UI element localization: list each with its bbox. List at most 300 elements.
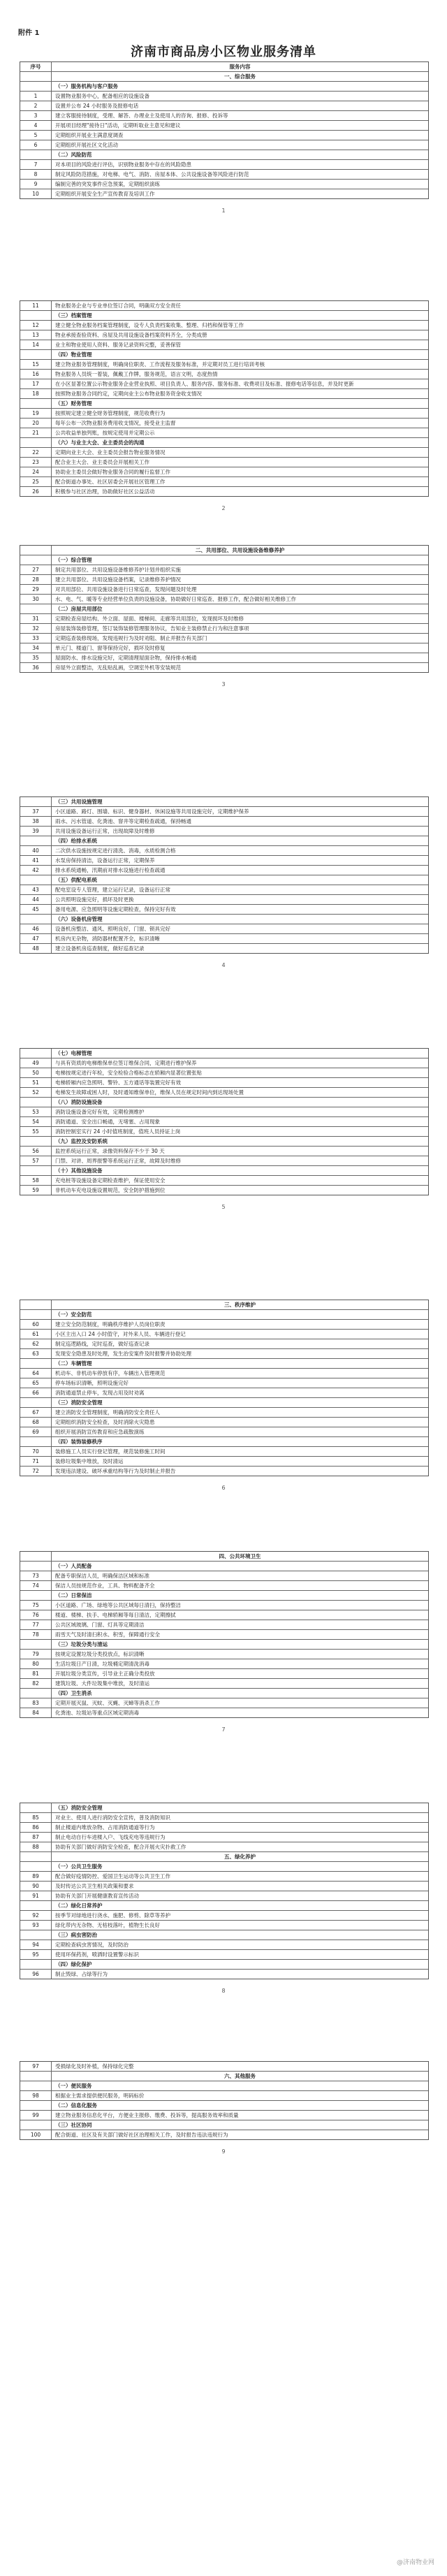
- table-row: [20, 1610, 428, 1620]
- row-number: 88: [20, 1842, 52, 1851]
- page-number: 2: [221, 505, 226, 511]
- header-number: 序号: [20, 62, 52, 71]
- row-number: [20, 2101, 52, 2110]
- row-content: 建立设备机房巡查制度，做好巡查记录: [55, 945, 145, 952]
- table-row: [20, 663, 428, 672]
- row-number: [20, 1166, 52, 1175]
- row-number: [20, 1930, 52, 1940]
- subcategory-row: [20, 1901, 428, 1911]
- row-number: 33: [20, 634, 52, 643]
- row-content: （五）消防安全管理: [55, 1805, 103, 1811]
- row-number: 6: [20, 140, 52, 150]
- row-number: [20, 1300, 52, 1309]
- row-number: [20, 1552, 52, 1561]
- row-content: 三、秩序维护: [224, 1302, 256, 1308]
- table-row: [20, 905, 428, 915]
- row-number: 81: [20, 1669, 52, 1678]
- row-content: 监控系统运行正常，录像资料保存不少于 30 天: [55, 1148, 165, 1154]
- subcategory-row: [20, 2101, 428, 2111]
- row-number: 55: [20, 1127, 52, 1136]
- row-content: 六、其他服务: [224, 2073, 256, 2079]
- table-row: [20, 1467, 428, 1476]
- row-number: [20, 1310, 52, 1319]
- row-number: 86: [20, 1823, 52, 1832]
- table-page: [20, 545, 429, 673]
- table-row: [20, 1068, 428, 1078]
- row-number: 20: [20, 419, 52, 428]
- subcategory-row: [20, 1562, 428, 1571]
- row-number: 68: [20, 1418, 52, 1427]
- table-row: [20, 1601, 428, 1610]
- row-content: （二）车辆管理: [55, 1360, 92, 1367]
- row-number: 95: [20, 1950, 52, 1959]
- row-content: （四）绿化保护: [55, 1961, 92, 1967]
- row-content: （三）档案管理: [55, 312, 92, 319]
- row-content: （二）绿化日常养护: [55, 1902, 103, 1909]
- row-content: 配合街道办事处、社区居委会开展社区管理工作: [55, 479, 166, 485]
- table-row: [20, 321, 428, 330]
- row-content: （二）信息化服务: [55, 2102, 97, 2109]
- table-row: [20, 1186, 428, 1195]
- row-number: 85: [20, 1813, 52, 1822]
- table-row: [20, 924, 428, 934]
- row-content: 按照物业服务合同约定，定期向业主公布物业服务资金收支情况: [55, 391, 202, 397]
- table-row: [20, 614, 428, 624]
- row-number: 11: [20, 301, 52, 310]
- table-row: [20, 379, 428, 389]
- row-content: 组织开展消防宣传教育和应急疏散演练: [55, 1429, 145, 1435]
- row-content: （六）与业主大会、业主委员会的沟通: [55, 439, 145, 446]
- table-row: [20, 2111, 428, 2120]
- subcategory-row: [20, 1098, 428, 1107]
- row-number: [20, 1359, 52, 1368]
- row-number: [20, 1562, 52, 1571]
- row-content: （四）物业管理: [55, 351, 92, 358]
- table-row: [20, 1088, 428, 1098]
- row-content: 按照规定建立健全财务管理制度，规范收费行为: [55, 410, 166, 416]
- row-content: 受损绿化及时补植，保持绿化完整: [55, 2063, 134, 2069]
- row-content: 一、综合服务: [224, 73, 256, 80]
- table-row: [20, 370, 428, 379]
- row-number: 79: [20, 1650, 52, 1659]
- table-row: [20, 1698, 428, 1708]
- subcategory-row: [20, 2081, 428, 2091]
- table-row: [20, 477, 428, 487]
- row-number: 89: [20, 1872, 52, 1881]
- row-number: [20, 915, 52, 924]
- row-content: （三）社区协同: [55, 2122, 92, 2128]
- row-number: 87: [20, 1833, 52, 1842]
- table-row: [20, 1117, 428, 1127]
- row-content: 雨水、污水管道、化粪池、窨井等定期检查疏通，保持畅通: [55, 818, 191, 824]
- table-row: [20, 1369, 428, 1378]
- table-row: [20, 1620, 428, 1630]
- table-row: [20, 624, 428, 634]
- row-content: 电梯轿厢内应急照明、警铃、五方通话等装置完好有效: [55, 1079, 181, 1086]
- table-row: [20, 1388, 428, 1398]
- row-content: 开展项目经理"接待日"活动，定期听取业主意见和建议: [55, 122, 181, 129]
- row-number: 92: [20, 1911, 52, 1920]
- row-number: 9: [20, 180, 52, 189]
- table-row: [20, 2091, 428, 2101]
- category-row: [20, 1852, 428, 1862]
- row-number: 19: [20, 409, 52, 418]
- table-row: [20, 1823, 428, 1833]
- row-number: 27: [20, 565, 52, 574]
- row-content: 装修施工人员实行登记管理，规范装修施工时间: [55, 1448, 166, 1455]
- table-row: [20, 170, 428, 180]
- table-row: [20, 634, 428, 643]
- row-content: 建立共用部位、共用设施设备档案，记录维修养护情况: [55, 576, 181, 583]
- row-content: （三）病虫害防治: [55, 1932, 97, 1938]
- row-content: 定期检查病虫害情况，及时防治: [55, 1942, 129, 1948]
- row-content: 机动车、非机动车停放有序，车辆出入管理规范: [55, 1370, 166, 1376]
- row-number: 3: [20, 111, 52, 120]
- table-page: [20, 796, 429, 954]
- row-content: 建立物业服务信息化平台，方便业主报修、缴费、投诉等，提高服务效率和质量: [55, 2112, 239, 2118]
- row-content: 定期组织开展业主满意度调查: [55, 132, 124, 138]
- row-content: 制止楼道内堆放杂物、占用消防通道等行为: [55, 1824, 155, 1831]
- row-content: 公共照明设施完好，损坏及时更换: [55, 896, 134, 903]
- row-content: 电梯发生故障或困人时，及时通知维保单位，维保人员在规定时间内到达现场处置: [55, 1089, 244, 1096]
- category-row: [20, 2072, 428, 2081]
- row-number: 24: [20, 467, 52, 476]
- row-number: 42: [20, 866, 52, 875]
- row-number: 72: [20, 1467, 52, 1476]
- row-number: [20, 82, 52, 91]
- table-row: [20, 2062, 428, 2072]
- table-row: [20, 2130, 428, 2139]
- row-content: 公共区域玻璃、门窗、灯具等定期清洁: [55, 1622, 145, 1628]
- subcategory-row: [20, 604, 428, 614]
- row-content: 二、共用部位、共用设施设备维修养护: [195, 547, 285, 553]
- row-number: 61: [20, 1330, 52, 1339]
- row-number: 43: [20, 885, 52, 894]
- table-row: [20, 1882, 428, 1891]
- row-number: 60: [20, 1320, 52, 1329]
- table-row: [20, 101, 428, 111]
- table-row: [20, 92, 428, 101]
- table-row: [20, 856, 428, 866]
- watermark: @济南物业网: [396, 2559, 434, 2566]
- row-content: 制止电动自行车进楼入户、飞线充电等违规行为: [55, 1834, 166, 1840]
- subcategory-row: [20, 1398, 428, 1408]
- row-number: [20, 546, 52, 555]
- row-content: （五）财务管理: [55, 400, 92, 407]
- table-row: [20, 1940, 428, 1950]
- row-content: 排水系统通畅，汛期前对排水设施进行检查疏通: [55, 867, 166, 873]
- row-number: 70: [20, 1447, 52, 1456]
- page-number: 5: [221, 1204, 226, 1210]
- row-number: 40: [20, 846, 52, 855]
- table-row: [20, 885, 428, 895]
- row-number: 78: [20, 1630, 52, 1639]
- row-number: [20, 604, 52, 613]
- row-number: 39: [20, 827, 52, 836]
- table-row: [20, 866, 428, 875]
- row-content: 建立物业服务管理制度，明确岗位职责、工作流程及服务标准，并定期对员工进行培训考核: [55, 361, 265, 368]
- table-page: [20, 1300, 429, 1476]
- subcategory-row: [20, 1862, 428, 1872]
- row-number: 25: [20, 477, 52, 486]
- row-number: 84: [20, 1708, 52, 1717]
- row-content: （一）安全防范: [55, 1311, 92, 1318]
- row-content: 配合业主大会、业主委员会开展相关工作: [55, 459, 149, 465]
- table-row: [20, 1891, 428, 1901]
- subcategory-row: [20, 1137, 428, 1147]
- row-content: 制止毁绿、占绿等行为: [55, 1971, 108, 1977]
- row-number: [20, 72, 52, 81]
- row-number: 71: [20, 1457, 52, 1466]
- row-content: 绿化带内无杂物、无枯枝落叶，植物生长良好: [55, 1922, 160, 1928]
- table-page: [20, 300, 429, 497]
- table-row: [20, 1842, 428, 1852]
- row-content: 设备机房整洁、通风、照明良好，门窗、锁具完好: [55, 926, 170, 932]
- page-number: 4: [221, 962, 226, 968]
- subcategory-row: [20, 555, 428, 565]
- row-number: 73: [20, 1571, 52, 1580]
- subcategory-row: [20, 797, 428, 807]
- row-number: 54: [20, 1117, 52, 1126]
- table-row: [20, 1058, 428, 1068]
- table-page: [20, 61, 429, 199]
- table-row: [20, 807, 428, 817]
- row-number: [20, 555, 52, 565]
- row-content: 协助业主委员会做好物业服务合同的履行监督工作: [55, 469, 170, 475]
- row-content: 电梯按规定进行年检，安全检验合格标志在轿厢内显著位置张贴: [55, 1070, 202, 1076]
- row-content: 小区主出入口 24 小时值守，对外来人员、车辆进行登记: [55, 1331, 186, 1337]
- row-number: 97: [20, 2062, 52, 2071]
- page-number: 6: [221, 1485, 226, 1491]
- row-content: （二）风险防范: [55, 152, 92, 158]
- table-row: [20, 1630, 428, 1640]
- row-number: 12: [20, 321, 52, 330]
- row-number: [20, 1960, 52, 1969]
- table-page: [20, 1803, 429, 1979]
- table-row: [20, 409, 428, 419]
- row-number: 7: [20, 160, 52, 169]
- row-number: [20, 836, 52, 845]
- row-content: 按季节对绿地进行浇水、施肥、修剪、除草等养护: [55, 1912, 170, 1919]
- table-row: [20, 846, 428, 856]
- table-row: [20, 1833, 428, 1842]
- table-row: [20, 160, 428, 170]
- row-number: 74: [20, 1581, 52, 1590]
- category-row: [20, 72, 428, 82]
- row-number: 45: [20, 905, 52, 914]
- table-row: [20, 1427, 428, 1437]
- row-content: （一）综合管理: [55, 557, 92, 563]
- table-row: [20, 1659, 428, 1669]
- table-row: [20, 1147, 428, 1156]
- row-number: 37: [20, 807, 52, 816]
- row-content: 建立客服接待制度，受理、解答、办理业主及使用人的咨询、报修、投诉等: [55, 112, 228, 119]
- row-number: 91: [20, 1891, 52, 1900]
- row-number: 62: [20, 1339, 52, 1348]
- row-number: 77: [20, 1620, 52, 1629]
- subcategory-row: [20, 311, 428, 321]
- row-content: 小区道路、路灯、围墙、标识、健身器材、休闲设施等共用设施完好，定期维护保养: [55, 808, 249, 815]
- row-content: 配合做好疫情防控、爱国卫生运动等公共卫生工作: [55, 1873, 170, 1879]
- table-row: [20, 448, 428, 458]
- row-number: 69: [20, 1427, 52, 1436]
- page-number: 9: [221, 2148, 226, 2155]
- table-row: [20, 1679, 428, 1689]
- row-number: 82: [20, 1679, 52, 1688]
- table-row: [20, 817, 428, 827]
- row-number: 21: [20, 428, 52, 437]
- row-content: （四）装饰装修秩序: [55, 1439, 103, 1445]
- table-row: [20, 1176, 428, 1186]
- table-row: [20, 1078, 428, 1088]
- row-content: 生活垃圾日产日清，垃圾桶定期清洗消毒: [55, 1661, 149, 1667]
- row-content: 公共收益单独列账，按规定使用并定期公示: [55, 430, 155, 436]
- row-content: 单元门、楼道门、窗等保持完好，损坏及时修复: [55, 645, 166, 651]
- subcategory-row: [20, 836, 428, 846]
- row-number: [20, 1862, 52, 1871]
- row-content: 物业服务企业与专业单位签订合同，明确双方安全责任: [55, 303, 181, 309]
- subcategory-row: [20, 2120, 428, 2130]
- row-number: 28: [20, 575, 52, 584]
- row-content: 根据业主需求提供便民服务，明码标价: [55, 2093, 145, 2099]
- row-content: 装修垃圾集中堆放，及时清运: [55, 1458, 124, 1464]
- row-number: 52: [20, 1088, 52, 1097]
- table-row: [20, 1447, 428, 1457]
- table-row: [20, 1127, 428, 1137]
- document-title: 济南市商品房小区物业服务清单: [131, 45, 316, 59]
- row-number: [20, 150, 52, 159]
- subcategory-row: [20, 350, 428, 360]
- row-content: 停车场标识清晰，照明设施完好: [55, 1380, 129, 1386]
- row-number: [20, 797, 52, 806]
- row-number: [20, 2081, 52, 2090]
- row-number: 64: [20, 1369, 52, 1378]
- row-content: 定期组织开展安全生产宣传教育及培训工作: [55, 191, 155, 197]
- row-content: 积极参与社区治理，协助做好社区公益活动: [55, 488, 155, 495]
- table-row: [20, 1970, 428, 1979]
- subcategory-row: [20, 399, 428, 409]
- row-content: 四、公共环境卫生: [219, 1553, 261, 1559]
- row-content: 业主和物业使用人资料、服务记录资料完整，妥善保管: [55, 342, 181, 348]
- table-row: [20, 575, 428, 585]
- row-number: 67: [20, 1408, 52, 1417]
- row-content: 在小区显著位置公示物业服务企业营业执照、项目负责人、服务内容、服务标准、收费项目及标准、报修电话等信息，并及时更新: [55, 381, 354, 387]
- table-row: [20, 301, 428, 311]
- subcategory-row: [20, 1591, 428, 1601]
- row-content: 小区道路、广场、绿地等公共区域每日清扫，保持整洁: [55, 1602, 181, 1608]
- row-content: 每年公布一次物业服务费用收支情况，接受业主监督: [55, 420, 176, 426]
- row-content: 备用电源、应急照明等设施定期检查，保持完好有效: [55, 906, 176, 912]
- row-number: 75: [20, 1601, 52, 1610]
- row-number: 83: [20, 1698, 52, 1708]
- table-row: [20, 1921, 428, 1930]
- row-number: 44: [20, 895, 52, 904]
- page-number: 7: [221, 1726, 226, 1733]
- table-row: [20, 389, 428, 399]
- table-row: [20, 487, 428, 496]
- row-content: 协助有关部门做好消防安全检查，配合开展火灾扑救工作: [55, 1844, 186, 1850]
- table-row: [20, 643, 428, 653]
- row-content: 消防设施设备完好有效，定期检测维护: [55, 1109, 145, 1115]
- subcategory-row: [20, 1166, 428, 1176]
- subcategory-row: [20, 1689, 428, 1698]
- category-row: [20, 546, 428, 555]
- row-content: 发现安全隐患及时处理，发生治安案件及时报警并协助处理: [55, 1351, 191, 1357]
- row-number: 49: [20, 1058, 52, 1068]
- row-number: 32: [20, 624, 52, 633]
- header-content: 服务内容: [229, 64, 251, 70]
- row-content: （一）公共卫生服务: [55, 1863, 103, 1870]
- subcategory-row: [20, 1049, 428, 1058]
- row-number: 16: [20, 370, 52, 379]
- row-number: 15: [20, 360, 52, 369]
- row-content: 设置并公布 24 小时服务及报修电话: [55, 103, 139, 109]
- row-number: 99: [20, 2111, 52, 2120]
- row-content: （六）设备机房管理: [55, 916, 103, 922]
- row-content: 编制完善的突发事件应急预案，定期组织演练: [55, 181, 160, 187]
- table-row: [20, 585, 428, 595]
- table-row: [20, 419, 428, 428]
- category-row: [20, 1300, 428, 1310]
- row-number: 8: [20, 170, 52, 179]
- table-row: [20, 1339, 428, 1349]
- row-content: 非机动车充电设施设置规范，安全防护措施到位: [55, 1187, 166, 1193]
- page-number: 3: [221, 681, 226, 687]
- subcategory-row: [20, 438, 428, 448]
- row-content: 保洁人员按规范作业，工具、物料配备齐全: [55, 1582, 155, 1589]
- row-number: 36: [20, 663, 52, 672]
- table-row: [20, 934, 428, 944]
- row-number: 23: [20, 458, 52, 467]
- row-number: 47: [20, 934, 52, 943]
- row-content: 定期巡查装修现场，发现违规行为及时劝阻、制止并报告有关部门: [55, 635, 207, 641]
- row-content: 发现违法建设、破坏承重结构等行为及时制止并报告: [55, 1468, 176, 1474]
- row-number: 30: [20, 595, 52, 604]
- row-number: 57: [20, 1156, 52, 1165]
- row-content: 消防通道、安全出口畅通，无堵塞、占用现象: [55, 1119, 160, 1125]
- row-content: （四）给排水系统: [55, 838, 97, 844]
- row-number: 59: [20, 1186, 52, 1195]
- table-row: [20, 1320, 428, 1330]
- table-row: [20, 467, 428, 477]
- row-number: [20, 399, 52, 408]
- row-number: 4: [20, 121, 52, 130]
- subcategory-row: [20, 1640, 428, 1650]
- row-number: [20, 2120, 52, 2130]
- row-number: [20, 875, 52, 885]
- row-number: 18: [20, 389, 52, 398]
- row-number: 90: [20, 1882, 52, 1891]
- table-row: [20, 944, 428, 953]
- row-content: 使用环保药剂，喷洒时设置警示标识: [55, 1951, 139, 1958]
- row-number: 58: [20, 1176, 52, 1185]
- table-row: [20, 111, 428, 121]
- row-number: [20, 2072, 52, 2081]
- table-row: [20, 1950, 428, 1960]
- row-number: [20, 1591, 52, 1600]
- row-content: 配合街道、社区及有关部门做好社区治理相关工作，及时报告违法违规行为: [55, 2132, 228, 2138]
- row-content: 房屋装饰装修管理，签订装饰装修管理服务协议，告知业主装修禁止行为和注意事项: [55, 625, 249, 632]
- row-content: 水泵房保持清洁，设备运行正常，定期保养: [55, 857, 155, 864]
- row-content: （三）共用设施管理: [55, 799, 103, 805]
- row-content: （二）房屋共用部位: [55, 606, 103, 612]
- row-content: 制定共用部位、共用设施设备维修养护计划并组织实施: [55, 567, 181, 573]
- table-row: [20, 1911, 428, 1921]
- table-row: [20, 360, 428, 370]
- subcategory-row: [20, 875, 428, 885]
- table-row: [20, 1457, 428, 1467]
- table-header-row: [20, 62, 428, 72]
